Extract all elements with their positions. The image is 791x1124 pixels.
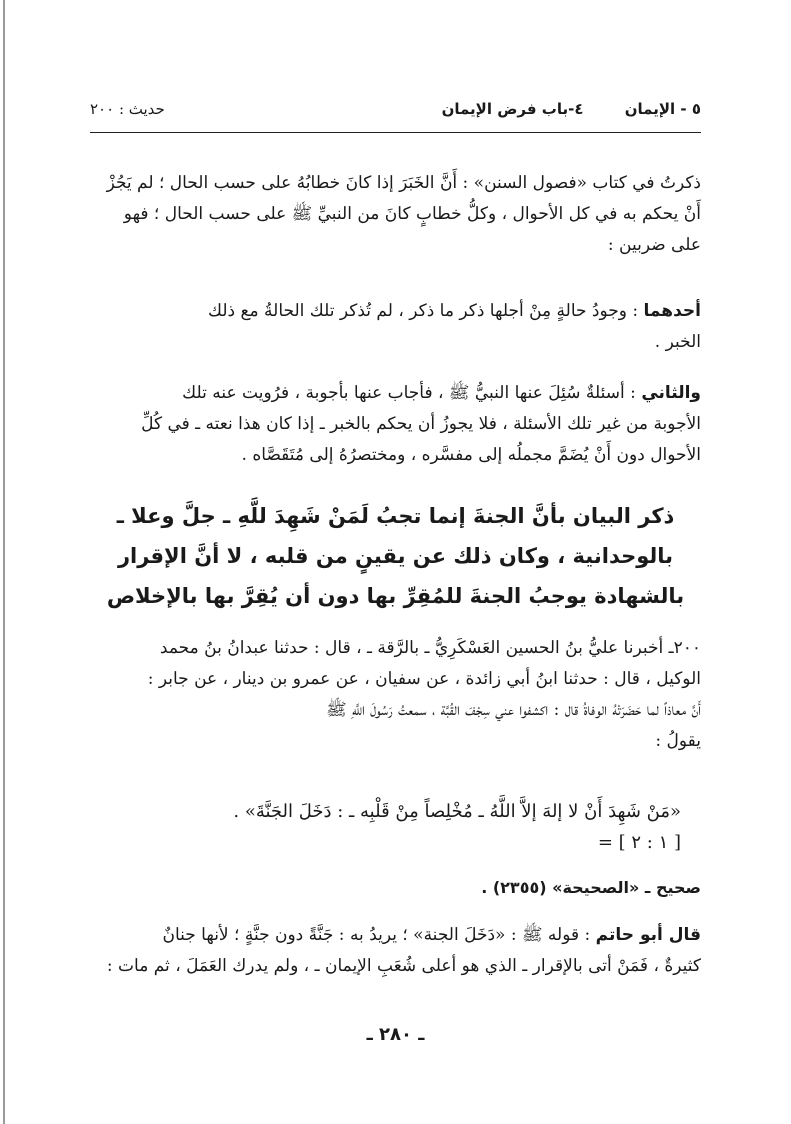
text-line: ذكرتُ في كتاب «فصول السنن» : أَنَّ الخَبَرَ إذا كانَ خطابُهُ على حسب الحال ؛ لم يَجُزْ <box>106 173 701 193</box>
paragraph-lead: والثاني <box>641 383 701 403</box>
text-line: الأجوبة من غير تلك الأسئلة ، فلا يجوزُ أن يحكم بالخبر ـ إذا كان هذا نعته ـ في كُلِّ <box>141 414 701 434</box>
heading-line: بالوحدانية ، وكان ذلك عن يقينٍ من قلبه ، لا أنَّ الإقرار <box>117 544 674 568</box>
paragraph-lead: أحدهما <box>643 301 701 321</box>
text-line: الخبر . <box>654 332 701 352</box>
text-line: على ضربين : <box>607 235 701 255</box>
reference-line: [ ١ : ٢ ] = <box>597 832 681 853</box>
text-line: كثيرةٌ ، فَمَنْ أتى بالإقرار ـ الذي هو أعلى شُعَبِ الإيمان ـ ، ولم يدرك العَمَلَ ، ثم مات : <box>106 956 701 976</box>
intro-paragraph <box>90 168 701 261</box>
hadith-grade: صحيح ـ «الصحيحة» (٢٣٥٥) . <box>481 878 701 897</box>
hadith-matn <box>90 796 681 858</box>
second-type-paragraph <box>90 378 701 471</box>
text-line: الوكيل ، قال : حدثنا ابنُ أبي زائدة ، عن سفيان ، عن عمرو بن دينار ، عن جابر : <box>147 669 701 689</box>
header-section: ٤-باب فرض الإيمان <box>441 100 584 118</box>
commentary-paragraph <box>90 920 701 982</box>
hadith-isnad <box>90 633 701 757</box>
heading-line: ذكر البيان بأنَّ الجنةَ إنما تجبُ لَمَنْ شَهِدَ للَّهِ ـ جلَّ وعلا ـ <box>116 504 675 528</box>
text-line: الأحوال دون أَنْ يُضَمَّ مجملُه إلى مفسَّره ، ومختصرُهُ إلى مُتَقَصَّاه . <box>241 445 701 465</box>
text-line: أَنَّ معاذاً لما حَضَرَتْهُ الوفاةُ قال : اكشفوا عني سِجْفَ القُبَّة ، سمعتُ رَسُولَ اللَّهِ ﷺ <box>326 700 701 720</box>
quote-line: «مَنْ شَهِدَ أَنْ لا إلهَ إلاَّ اللَّهُ ـ مُخْلِصاً مِنْ قَلْبِه ـ : دَخَلَ الجَنَّةَ» . <box>233 801 681 822</box>
heading-line: بالشهادة يوجبُ الجنةَ للمُقِرِّ بها دون أن يُقِرَّ بها بالإخلاص <box>106 584 685 608</box>
text-line: أحدهما : وجودُ حالةٍ مِنْ أجلها ذكر ما ذكر ، لم تُذكر تلك الحالةُ مع ذلك <box>208 301 701 321</box>
text-line: أَنْ يحكم به في كل الأحوال ، وكلُّ خطابٍ كانَ من النبيِّ ﷺ على حسب الحال ؛ فهو <box>123 204 701 224</box>
header-chapter-section <box>442 100 701 118</box>
text-line: والثاني : أسئلةٌ سُئِلَ عنها النبيُّ ﷺ ، فأجاب عنها بأجوبة ، فرُويت عنه تلك <box>182 383 701 403</box>
text-line: قال أبو حاتم : قوله ﷺ : «دَخَلَ الجنة» ؛ يريدُ به : جَنَّةً دون جنَّةٍ ؛ لأنها جنانٌ <box>162 925 701 945</box>
running-header <box>90 100 701 133</box>
paragraph-lead: قال أبو حاتم <box>595 925 701 945</box>
page-number: ـ ٢٨٠ ـ <box>366 1024 425 1045</box>
header-hadith-ref: حديث : ٢٠٠ <box>90 100 165 118</box>
chapter-heading <box>90 496 701 616</box>
text-line: ٢٠٠ـ أخبرنا عليُّ بنُ الحسين العَسْكَرِيُّ ـ بالرَّقة ـ ، قال : حدثنا عبدانُ بنُ محمد <box>159 638 701 658</box>
header-chapter: ٥ - الإيمان <box>624 100 701 118</box>
text-line: يقولُ : <box>655 731 701 751</box>
first-type-paragraph <box>90 296 701 358</box>
